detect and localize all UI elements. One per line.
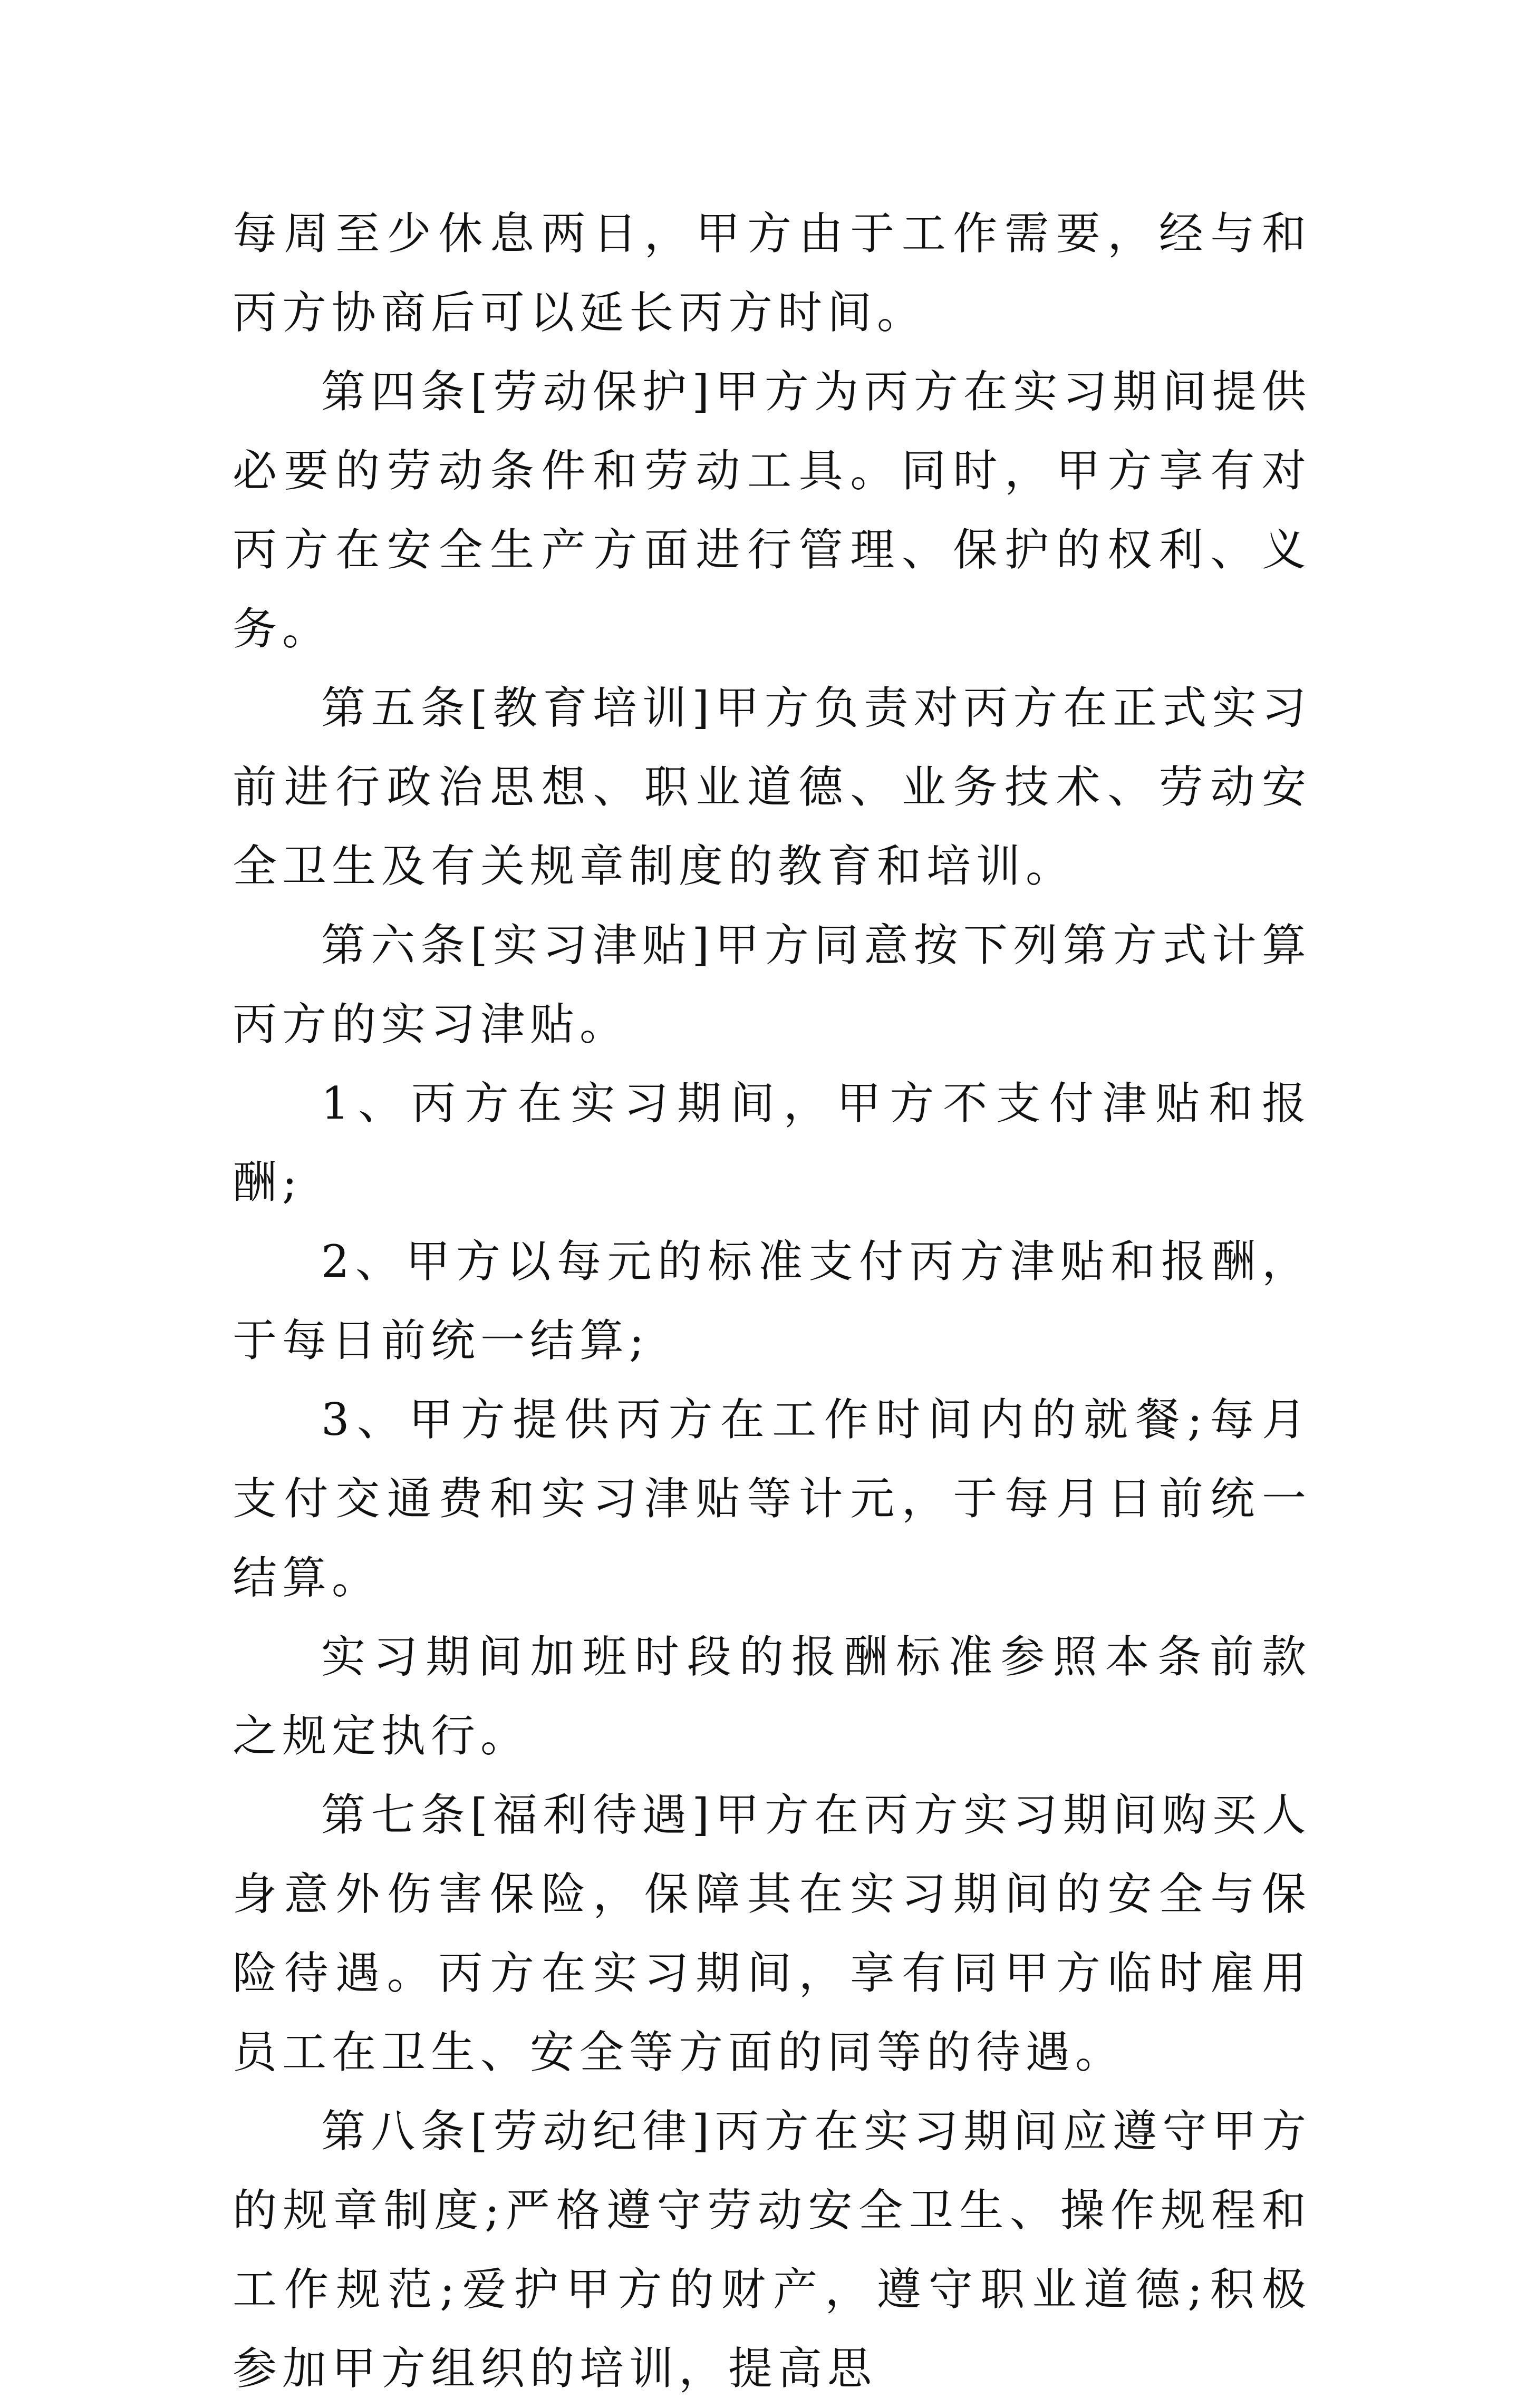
paragraph-allowance-option-2: 2、甲方以每元的标准支付丙方津贴和报酬，于每日前统一结算;	[233, 1236, 1311, 1366]
paragraph-overtime-pay: 实习期间加班时段的报酬标准参照本条前款之规定执行。	[233, 1631, 1311, 1762]
paragraph-allowance-option-1: 1、丙方在实习期间，甲方不支付津贴和报酬;	[233, 1077, 1311, 1208]
paragraph-article-7-welfare: 第七条[福利待遇]甲方在丙方实习期间购买人身意外伤害保险，保障其在实习期间的安全与保险待遇。丙方在实习期间，享有同甲方临时雇用员工在卫生、安全等方面的同等的待遇。	[233, 1789, 1311, 2078]
paragraph-article-4-labor-protection: 第四条[劳动保护]甲方为丙方在实习期间提供必要的劳动条件和劳动工具。同时，甲方享有对丙方在安全生产方面进行管理、保护的权利、义务。	[233, 366, 1311, 655]
paragraph-article-8-labor-discipline: 第八条[劳动纪律]丙方在实习期间应遵守甲方的规章制度;严格遵守劳动安全卫生、操作规程和工作规范;爱护甲方的财产，遵守职业道德;积极参加甲方组织的培训，提高思	[233, 2105, 1311, 2394]
paragraph-rest-days: 每周至少休息两日，甲方由于工作需要，经与和丙方协商后可以延长丙方时间。	[233, 208, 1311, 338]
paragraph-article-6-internship-allowance: 第六条[实习津贴]甲方同意按下列第方式计算丙方的实习津贴。	[233, 919, 1311, 1050]
document-body	[233, 194, 1311, 2408]
paragraph-allowance-option-3: 3、甲方提供丙方在工作时间内的就餐;每月支付交通费和实习津贴等计元，于每月日前统一结算。	[233, 1394, 1311, 1604]
paragraph-article-5-education-training: 第五条[教育培训]甲方负责对丙方在正式实习前进行政治思想、职业道德、业务技术、劳动安全卫生及有关规章制度的教育和培训。	[233, 682, 1311, 892]
